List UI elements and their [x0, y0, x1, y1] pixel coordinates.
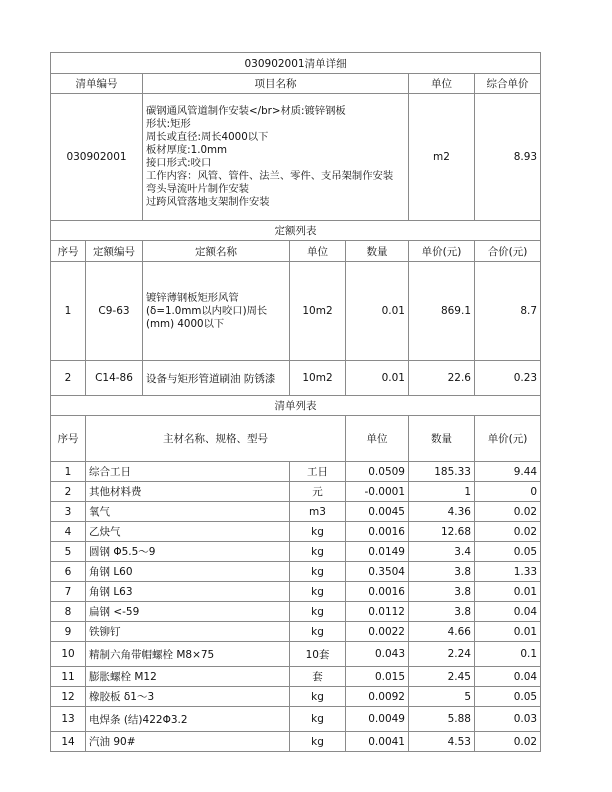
material-seq-header: 序号	[51, 416, 86, 462]
material-row	[51, 707, 541, 732]
quota-qty-header: 数量	[346, 241, 409, 262]
material-price: 1	[409, 482, 475, 502]
material-seq: 5	[51, 542, 86, 562]
material-row	[51, 582, 541, 602]
material-seq: 7	[51, 582, 86, 602]
material-row	[51, 642, 541, 667]
material-qty: 0.0045	[346, 502, 409, 522]
material-row	[51, 602, 541, 622]
material-unit: kg	[290, 562, 346, 582]
material-unit: kg	[290, 522, 346, 542]
material-name: 扁钢 <-59	[86, 602, 290, 622]
material-name-header: 主材名称、规格、型号	[86, 416, 346, 462]
material-price: 4.36	[409, 502, 475, 522]
material-unit: kg	[290, 732, 346, 752]
material-unit: kg	[290, 622, 346, 642]
material-list	[51, 462, 541, 752]
material-name: 铁铆钉	[86, 622, 290, 642]
material-seq: 11	[51, 667, 86, 687]
material-name: 橡胶板 δ1～3	[86, 687, 290, 707]
material-row	[51, 562, 541, 582]
material-name: 其他材料费	[86, 482, 290, 502]
description-line: 工作内容：风管、管件、法兰、零件、支吊架制作安装	[146, 170, 394, 182]
material-qty: 0.0049	[346, 707, 409, 732]
description-line: 弯头导流叶片制作安装	[146, 183, 249, 195]
quota-name-header: 定额名称	[143, 241, 290, 262]
material-price: 4.66	[409, 622, 475, 642]
quota-seq-header: 序号	[51, 241, 86, 262]
material-total: 0.02	[475, 732, 541, 752]
quota-qty: 0.01	[346, 262, 409, 361]
quota-code-header: 定额编号	[86, 241, 143, 262]
quota-seq: 1	[51, 262, 86, 361]
material-price-header: 单价(元)	[475, 416, 541, 462]
material-row	[51, 667, 541, 687]
material-row	[51, 732, 541, 752]
material-name: 膨胀螺栓 M12	[86, 667, 290, 687]
material-unit: kg	[290, 542, 346, 562]
bill-unit: m2	[409, 94, 475, 221]
material-price: 2.24	[409, 642, 475, 667]
material-seq: 8	[51, 602, 86, 622]
material-row	[51, 622, 541, 642]
material-price: 4.53	[409, 732, 475, 752]
quota-code: C14-86	[86, 361, 143, 396]
material-total: 0.01	[475, 582, 541, 602]
quota-unit-header: 单位	[290, 241, 346, 262]
material-unit: 元	[290, 482, 346, 502]
quota-unit: 10m2	[290, 262, 346, 361]
quota-total: 0.23	[475, 361, 541, 396]
material-qty: 0.0509	[346, 462, 409, 482]
material-total: 0.05	[475, 542, 541, 562]
material-seq: 9	[51, 622, 86, 642]
material-price: 3.8	[409, 602, 475, 622]
description-line: 接口形式:咬口	[146, 157, 212, 169]
material-name: 氧气	[86, 502, 290, 522]
material-total: 0.02	[475, 502, 541, 522]
bill-code-header: 清单编号	[51, 74, 143, 94]
material-total: 0	[475, 482, 541, 502]
material-unit: m3	[290, 502, 346, 522]
material-price: 185.33	[409, 462, 475, 482]
material-name: 精制六角带帽螺栓 M8×75	[86, 642, 290, 667]
material-qty: 0.3504	[346, 562, 409, 582]
material-unit: kg	[290, 707, 346, 732]
material-name: 圆钢 Φ5.5～9	[86, 542, 290, 562]
material-name: 角钢 L60	[86, 562, 290, 582]
material-qty: 0.015	[346, 667, 409, 687]
material-name: 综合工日	[86, 462, 290, 482]
material-row	[51, 502, 541, 522]
material-row	[51, 462, 541, 482]
material-total: 0.05	[475, 687, 541, 707]
quota-qty: 0.01	[346, 361, 409, 396]
material-name: 乙炔气	[86, 522, 290, 542]
material-qty: 0.0041	[346, 732, 409, 752]
material-seq: 12	[51, 687, 86, 707]
material-seq: 6	[51, 562, 86, 582]
bill-code: 030902001	[51, 94, 143, 221]
material-unit: 套	[290, 667, 346, 687]
material-price: 3.4	[409, 542, 475, 562]
quota-total: 8.7	[475, 262, 541, 361]
material-name: 汽油 90#	[86, 732, 290, 752]
description-line: 周长或直径:周长4000以下	[146, 131, 269, 143]
bill-unit-header: 单位	[409, 74, 475, 94]
quota-row	[51, 361, 541, 396]
material-total: 0.1	[475, 642, 541, 667]
material-seq: 1	[51, 462, 86, 482]
quota-code: C9-63	[86, 262, 143, 361]
material-price: 5	[409, 687, 475, 707]
material-row	[51, 482, 541, 502]
material-qty: 0.0149	[346, 542, 409, 562]
material-qty: -0.0001	[346, 482, 409, 502]
material-name: 角钢 L63	[86, 582, 290, 602]
quota-price: 869.1	[409, 262, 475, 361]
material-qty: 0.0022	[346, 622, 409, 642]
quota-seq: 2	[51, 361, 86, 396]
table-title: 030902001清单详细	[51, 53, 541, 74]
quota-section-title: 定额列表	[51, 221, 541, 241]
quota-name: 设备与矩形管道刷油 防锈漆	[143, 361, 290, 396]
material-total: 9.44	[475, 462, 541, 482]
material-row	[51, 522, 541, 542]
quota-price-header: 单价(元)	[409, 241, 475, 262]
material-total: 0.03	[475, 707, 541, 732]
material-seq: 4	[51, 522, 86, 542]
material-price: 5.88	[409, 707, 475, 732]
bill-name-header: 项目名称	[143, 74, 409, 94]
material-qty: 0.0112	[346, 602, 409, 622]
quota-total-header: 合价(元)	[475, 241, 541, 262]
material-seq: 10	[51, 642, 86, 667]
bill-row	[51, 94, 541, 221]
quota-name: 镀锌薄钢板矩形风管(δ=1.0mm以内咬口)周长(mm) 4000以下	[143, 262, 290, 361]
material-unit: kg	[290, 582, 346, 602]
material-section-title: 清单列表	[51, 396, 541, 416]
material-unit-header: 单位	[346, 416, 409, 462]
material-qty-header: 数量	[409, 416, 475, 462]
description-line: 过跨风管落地支架制作安装	[146, 196, 270, 208]
material-total: 0.02	[475, 522, 541, 542]
quota-row	[51, 262, 541, 361]
material-name: 电焊条 (结)422Φ3.2	[86, 707, 290, 732]
bill-price: 8.93	[475, 94, 541, 221]
quota-price: 22.6	[409, 361, 475, 396]
material-seq: 13	[51, 707, 86, 732]
material-qty: 0.0016	[346, 582, 409, 602]
material-price: 3.8	[409, 562, 475, 582]
material-unit: 工日	[290, 462, 346, 482]
bill-project-description	[143, 94, 409, 221]
bill-price-header: 综合单价	[475, 74, 541, 94]
material-qty: 0.0016	[346, 522, 409, 542]
description-line: 形状:矩形	[146, 118, 191, 130]
material-price: 2.45	[409, 667, 475, 687]
material-unit: kg	[290, 602, 346, 622]
material-unit: kg	[290, 687, 346, 707]
material-total: 0.04	[475, 602, 541, 622]
bill-detail-table	[50, 52, 541, 752]
material-price: 12.68	[409, 522, 475, 542]
material-unit: 10套	[290, 642, 346, 667]
description-line: 碳钢通风管道制作安装</br>材质:镀锌钢板	[146, 105, 346, 117]
quota-unit: 10m2	[290, 361, 346, 396]
material-qty: 0.0092	[346, 687, 409, 707]
material-row	[51, 687, 541, 707]
material-qty: 0.043	[346, 642, 409, 667]
material-total: 0.01	[475, 622, 541, 642]
material-total: 0.04	[475, 667, 541, 687]
material-total: 1.33	[475, 562, 541, 582]
material-seq: 14	[51, 732, 86, 752]
material-seq: 3	[51, 502, 86, 522]
material-seq: 2	[51, 482, 86, 502]
material-price: 3.8	[409, 582, 475, 602]
description-line: 板材厚度:1.0mm	[146, 144, 228, 156]
material-row	[51, 542, 541, 562]
